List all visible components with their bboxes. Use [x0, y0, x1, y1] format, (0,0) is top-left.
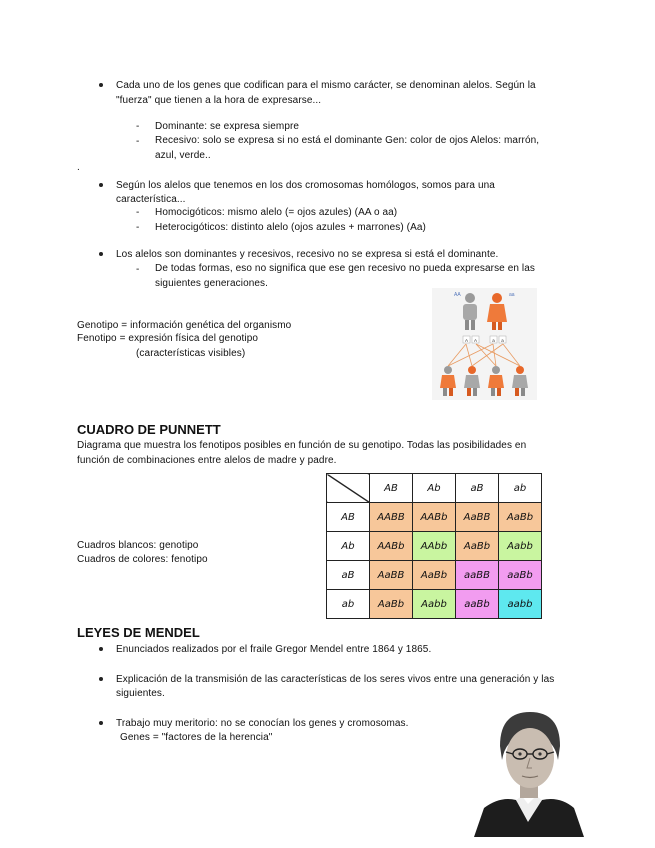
dash-marker: - — [136, 264, 140, 275]
mendel-bullet3-sub: Genes = "factores de la herencia" — [120, 732, 273, 743]
mendel-portrait — [470, 700, 587, 837]
mendel-bullet1: Enunciados realizados por el fraile Gregor Mendel entre 1864 y 1865. — [116, 644, 432, 655]
intro-bullet1-line1: Cada uno de los genes que codifican para el mismo carácter, se denominan alelos. Según la — [116, 80, 536, 91]
punnett-cell: aaBb — [456, 590, 499, 619]
father-head — [465, 293, 475, 303]
punnett-cell: AaBb — [370, 590, 413, 619]
punnett-square — [326, 473, 542, 619]
mother-body — [487, 304, 507, 322]
mendel-bullet2-line1: Explicación de la transmisión de las características de los seres vivos entre una generación y las — [116, 674, 555, 685]
intro-sub-homocigoticos: Homocigóticos: mismo alelo (= ojos azules) (AA o aa) — [155, 207, 398, 218]
parent-right-genotype: aa — [509, 292, 515, 298]
punnett-cell: Aabb — [499, 532, 542, 561]
dash-marker: - — [136, 136, 140, 147]
stray-dot: . — [77, 162, 80, 173]
dash-marker: - — [136, 207, 140, 218]
punnett-desc-line2: función de combinaciones entre alelos de madre y padre. — [77, 455, 337, 466]
punnett-cell: AABb — [370, 532, 413, 561]
punnett-cell: aabb — [499, 590, 542, 619]
father-body — [463, 304, 477, 320]
intro-sub5-line2: siguientes generaciones. — [155, 278, 269, 289]
bullet-dot — [99, 183, 103, 187]
punnett-cell: AaBB — [456, 503, 499, 532]
bullet-dot — [99, 647, 103, 651]
punnett-cell: Aabb — [413, 590, 456, 619]
punnett-row-label: ab — [327, 590, 370, 619]
intro-bullet1-line2: "fuerza" que tienen a la hora de expresarse... — [116, 95, 322, 106]
mother-head — [492, 293, 502, 303]
punnett-header-cell: AB — [370, 474, 413, 503]
punnett-heading: CUADRO DE PUNNETT — [77, 422, 221, 437]
punnett-cell: AaBB — [370, 561, 413, 590]
genotipo-line: Genotipo = información genética del organismo — [77, 320, 292, 331]
punnett-header-cell: aB — [456, 474, 499, 503]
bullet-dot — [99, 83, 103, 87]
punnett-legend-white: Cuadros blancos: genotipo — [77, 540, 199, 551]
gamete-label: a — [501, 338, 504, 343]
intro-bullet2-line2: característica... — [116, 194, 186, 205]
punnett-cell: AaBb — [456, 532, 499, 561]
punnett-legend-colors: Cuadros de colores: fenotipo — [77, 554, 208, 565]
intro-sub-recesivo-line1: Recesivo: solo se expresa si no está el dominante Gen: color de ojos Alelos: marrón, — [155, 135, 540, 146]
punnett-cell: AABb — [413, 503, 456, 532]
punnett-cell: AAbb — [413, 532, 456, 561]
punnett-corner-cell — [327, 474, 370, 503]
fenotipo-line: Fenotipo = expresión física del genotipo — [77, 333, 259, 344]
dash-marker: - — [136, 121, 140, 132]
inheritance-family-illustration — [432, 288, 537, 400]
intro-sub-dominante: Dominante: se expresa siempre — [155, 121, 300, 132]
parent-left-genotype: AA — [454, 292, 461, 298]
punnett-cell: aaBB — [456, 561, 499, 590]
bullet-dot — [99, 721, 103, 725]
gamete-label: A — [473, 338, 478, 343]
punnett-cell: AaBb — [499, 503, 542, 532]
punnett-header-cell: ab — [499, 474, 542, 503]
punnett-row-label: Ab — [327, 532, 370, 561]
punnett-header-cell: Ab — [413, 474, 456, 503]
intro-bullet2-line1: Según los alelos que tenemos en los dos cromosomas homólogos, somos para una — [116, 180, 495, 191]
intro-sub5-line1: De todas formas, eso no significa que ese gen recesivo no pueda expresarse en las — [155, 263, 535, 274]
punnett-cell: AaBb — [413, 561, 456, 590]
bullet-dot — [99, 677, 103, 681]
punnett-desc-line1: Diagrama que muestra los fenotipos posibles en función de su genotipo. Todas las posibilidades en — [77, 440, 527, 451]
mendel-bullet3: Trabajo muy meritorio: no se conocían los genes y cromosomas. — [116, 718, 409, 729]
punnett-row-label: aB — [327, 561, 370, 590]
gamete-label: a — [492, 338, 495, 343]
mendel-bullet2-line2: siguientes. — [116, 688, 165, 699]
gamete-label: A — [464, 338, 469, 343]
fenotipo-line-detail: (características visibles) — [136, 348, 246, 359]
intro-sub-recesivo-line2: azul, verde.. — [155, 150, 211, 161]
punnett-row-label: AB — [327, 503, 370, 532]
mendel-heading: LEYES DE MENDEL — [77, 625, 200, 640]
punnett-cell: aaBb — [499, 561, 542, 590]
intro-bullet3: Los alelos son dominantes y recesivos, recesivo no se expresa si está el dominante. — [116, 249, 499, 260]
punnett-cell: AABB — [370, 503, 413, 532]
dash-marker: - — [136, 222, 140, 233]
bullet-dot — [99, 252, 103, 256]
intro-sub-heterocigoticos: Heterocigóticos: distinto alelo (ojos azules + marrones) (Aa) — [155, 222, 426, 233]
